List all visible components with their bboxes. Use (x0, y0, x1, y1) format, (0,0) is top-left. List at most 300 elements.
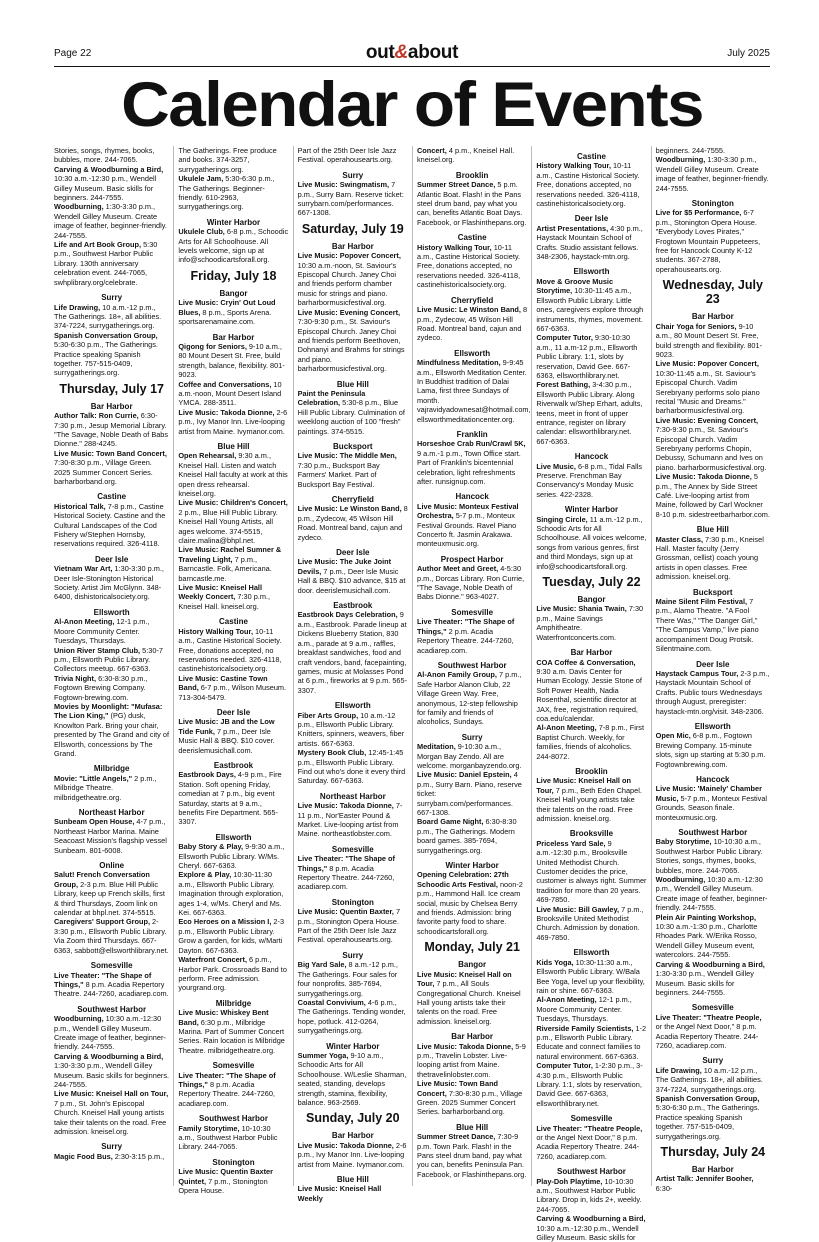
event-title: Big Yard Sale, (297, 960, 347, 970)
event-title: Caregivers' Support Group, (54, 917, 151, 927)
town-heading: Bar Harbor (570, 648, 613, 658)
town-heading: Surry (342, 950, 364, 960)
town-heading: Surry (342, 170, 364, 180)
event-listing: Coastal Convivium, 4-6 p.m., The Gatherings. Tending wonder, hope, potluck. 412-0264, surrygatherings.org. (297, 997, 406, 1036)
event-listing: Movies by Moonlight: "Mufasa: The Lion King," (PG) dusk, Knowlton Park. Bring your chair, presented by The Grand and city of Ellsworth, concessions by The Grand. (54, 701, 169, 758)
event-listing: Mystery Book Club, 12:45-1:45 p.m., Ellsworth Public Library. Find out who's done it every third Saturday. 667-6363. (297, 748, 406, 786)
event-listing: Eastbrook Days Celebration, 9 a.m., Eastbrook. Parade lineup at Dickens Blueberry Station, 830 a.m., parade at 9 a.m., raffles, breakfast sandwiches, food and craft vendors, band, facepainting, games, music at Molasses Pond at 6 p.m., fireworks at 9 p.m. 565-3307. (297, 610, 408, 695)
event-title: Family Storytime, (178, 1123, 240, 1133)
event-listing: Trivia Night, 6:30-8:30 p.m., Fogtown Brewing Company. Fogtown-brewing.com. (54, 673, 148, 702)
town-heading: Stonington (212, 1157, 255, 1167)
day-heading: Tuesday, July 22 (542, 575, 641, 590)
town-heading: Northeast Harbor (319, 791, 386, 801)
event-title: Al-Anon Family Group, (416, 670, 497, 680)
event-listing: Carving & Woodburning a Bird, 1:30-3:30 p.m., Wendell Gilley Museum. Basic skills for beginners. 244-7555. (655, 959, 765, 997)
event-title: Live Music: Kneisel Hall Weekly (297, 1184, 382, 1203)
event-title: History Walking Tour, (416, 242, 492, 252)
event-listing: Life and Art Book Group, 5:30 p.m., Southwest Harbor Public Library. 130th anniversary celebration event. 244-7065, swhplibrary.org/celebrate. (54, 240, 158, 287)
event-title: Opening Celebration: 27th Schoodic Arts Festival, (416, 870, 509, 889)
event-listing: Live Music: Takoda Dionne, 5-9 p.m., Travelin Lobster. Live-looping artist from Maine. thetravelinlobster.com. (416, 1041, 526, 1079)
event-listing: Al-Anon Meeting, 12-1 p.m., Moore Community Center. Tuesdays, Thursdays. (54, 617, 150, 646)
town-heading: Surry (101, 293, 123, 303)
event-title: Baby Story & Play, (178, 842, 244, 852)
town-heading: Bucksport (693, 587, 733, 597)
day-heading: Saturday, July 19 (301, 221, 404, 236)
event-listing: Live Music: Castine Town Band, 6-7 p.m., Wilson Museum. 713-304-5479. (178, 673, 287, 702)
event-listing: Ukulele Club, 6-8 p.m., Schoodic Arts for All Schoolhouse. All levels welcome, sign up at info@schoodicartsforall.org. (178, 227, 289, 265)
event-title: Live Music: Monteux Festival Orchestra, (416, 501, 519, 521)
event-title: Summer Street Dance, (416, 1132, 496, 1142)
event-title: Spanish Conversation Group, (655, 1093, 760, 1103)
event-listing: Plein Air Painting Workshop, 10:30 a.m.-1:30 p.m., Charlotte Rhoades Park. W/Erika Rosso, Wendell Gilley Museum event, watercolors. 244-7555. (655, 912, 758, 960)
event-title: Live Theater: "The Shape of Things," (416, 617, 515, 636)
town-heading: Southwest Harbor (557, 1167, 626, 1177)
event-listing: Artist Presentations, 4:30 p.m., Haystack Mountain School of Crafts. Studio assistant fellows. 348-2306, haystack-mtn.org. (536, 223, 643, 262)
event-listing: Artist Talk: Jennifer Booher, 6:30- (655, 1174, 754, 1193)
event-listing: Woodburning, 10:30 a.m.-12:30 p.m., Wendell Gilley Museum. Create image of feather, beginner-friendly. 244-7555. (54, 1014, 166, 1052)
event-listing: Opening Celebration: 27th Schoodic Arts Festival, noon-2 p.m., Hammond Hall. Ice cream social, music by Chelsea Berry and friends. Admission: bring favorite party food to share. schoodicartsforall.org. (416, 870, 523, 936)
event-title: Woodburning, (54, 202, 104, 212)
event-title: Live Music: Kneisel Hall on Tour, (416, 969, 512, 989)
event-title: Open Mic, (655, 731, 691, 741)
town-heading: Bucksport (333, 441, 373, 451)
event-listing: Woodburning, 1:30-3:30 p.m., Wendell Gilley Museum. Create image of feather, beginner-friendly. 244-7555. (54, 202, 167, 240)
event-listing: Live Music: Bill Gawley, 7 p.m., Brooksville United Methodist Church. Admission by donation. 469-7850. (536, 904, 644, 942)
event-listing: Live Music: Rachel Sumner & Traveling Light, 7 p.m., Barncastle. Folk, Americana. barncastle.me. (178, 545, 282, 583)
event-title: Carving & Woodburning a Bird, (655, 959, 765, 969)
event-title: Open Rehearsal, (178, 451, 237, 461)
event-title: Life Drawing, (655, 1065, 702, 1075)
masthead-left: out (365, 42, 395, 63)
event-title: Movie: "Little Angels," (54, 773, 133, 783)
event-title: Vietnam War Art, (54, 564, 113, 574)
event-title: Live for $5 Performance, (655, 208, 742, 218)
event-title: Singing Circle, (536, 514, 588, 524)
event-title: Life Drawing, (54, 302, 101, 312)
event-listing: Priceless Yard Sale, 9 a.m.-12:30 p.m., Brooksville United Methodist Church. Customer decides the price, customer is always right. Summer tradition for more than 20 years. 469-7850. (536, 838, 647, 905)
event-title: Haystack Campus Tour, (655, 668, 739, 678)
town-heading: Southwest Harbor (199, 1114, 268, 1124)
event-listing: Live Music: Kneisel Hall on Tour, 7 p.m., Beth Eden Chapel. Kneisel Hall young artists take their talents on the road. Free admission. kneisel.org. (536, 776, 642, 823)
event-listing: Live Music: Le Winston Band, 8 p.m., Zydecow, 45 Wilson Hill Road. Montreal band, cajun and zydeco. (416, 305, 528, 343)
event-title: History Walking Tour, (536, 161, 611, 171)
event-title: Move & Groove Music Storytime, (536, 276, 614, 296)
event-title: Master Class, (655, 534, 703, 544)
event-listing: Explore & Play, 10:30-11:30 a.m., Ellsworth Public Library. Imagination through exploration, ages 1-4, w/Ms. Cheryl and Ms. Kei. 667-6363. (178, 870, 284, 918)
event-title: Computer Tutor, (536, 333, 593, 343)
event-title: Qigong for Seniors, (178, 341, 247, 351)
event-listing: Live Music: 'Mainely' Chamber Music, 5-7 p.m., Monteux Festival Grounds. Season finale. monteuxmusic.org. (655, 784, 768, 822)
event-listing: Live Music: Children's Concert, 2 p.m., Blue Hill Public Library. Kneisel Hall Young Artists, all ages welcome. 374-5515, claire.malina@bhpl.net. (178, 498, 288, 546)
page-number: Page 22 (54, 48, 92, 59)
event-listing: Mindfulness Meditation, 9-9:45 a.m., Ellsworth Meditation Center. In Buddhist tradition of Dalai Lama, first three Sundays of month. vajravidyadownesat@hotmail.com, ellsworthmeditationcenter.org. (416, 358, 531, 424)
event-listing: Spanish Conversation Group, 5:30-6:30 p.m., The Gatherings. Practice speaking Spanish together. 757-515-0409, surrygatherings.org. (54, 330, 158, 378)
town-heading: Somesville (90, 961, 133, 971)
event-listing: Vietnam War Art, 1:30-3:30 p.m., Deer Isle-Stonington Historical Society. Artist Jim McGlynn. 348-6400, dishistoricalsociety.org. (54, 564, 164, 602)
event-listing: Live Music: Town Band Concert, 7:30-8:30 p.m., Village Green. 2025 Summer Concert Series. barharborband.org. (416, 1079, 523, 1117)
event-title: Live Music: Popover Concert, (655, 359, 759, 369)
event-listing: Spanish Conversation Group, 5:30-6:30 p.m., The Gatherings. Practice speaking Spanish together. 757-515-0409, surrygatherings.org. (655, 1093, 760, 1141)
event-title: Fiber Arts Group, (297, 710, 359, 720)
town-heading: Ellsworth (93, 607, 130, 617)
event-listing: Carving & Woodburning a Bird, 10:30 a.m.-12:30 p.m., Wendell Gilley Museum. Basic skills for beginners. 244-7555. (54, 164, 164, 203)
event-title: Live Music: Takoda Dionne, (416, 1041, 514, 1051)
event-listing: Live Music: Whiskey Bent Band, 6:30 p.m., Milbridge Marina. Part of Summer Concert Series. Rain location is Milbridge Theatre. milbridgetheatre.org. (178, 1008, 285, 1055)
event-title: Al-Anon Meeting, (536, 723, 597, 733)
event-listing: Live Music: The Middle Men, 7:30 p.m., Bucksport Bay Farmers' Market. Part of Bucksport Bay Festival. (297, 451, 397, 489)
event-listing: Live Music: Kneisel Hall Weekly Concert, 7:30 p.m., Kneisel Hall. kneisel.org. (178, 583, 271, 611)
calendar-column (412, 146, 531, 1186)
event-title: Paint the Peninsula Celebration, (297, 388, 366, 408)
town-heading: Ellsworth (573, 267, 610, 277)
event-listing: Live Music: Popover Concert, 10:30 a.m.-noon, St. Saviour's Episcopal Church. Janey Choi and friends perform chamber music for strings and piano. barharbormusicfestival.org. (297, 251, 401, 308)
town-heading: Cherryfield (331, 495, 374, 504)
town-heading: Ellsworth (334, 701, 371, 711)
event-listing: Eastbrook Days, 4-9 p.m., Fire Station. Soft opening Friday, comedian at 7 p.m., big event Saturday, starts at 9 a.m., benefits Fire Department. 565-3307. (178, 770, 282, 827)
town-heading: Milbridge (93, 764, 130, 774)
event-title: Live Music: Bill Gawley, (536, 904, 620, 914)
town-heading: Somesville (691, 1003, 734, 1013)
day-heading: Thursday, July 17 (59, 381, 164, 396)
event-listing: Paint the Peninsula Celebration, 5:30-8 p.m., Blue Hill Public Library. Culmination of weeklong auction of 100 "fresh" paintings. 374-5515. (297, 388, 405, 436)
event-listing: Master Class, 7:30 p.m., Kneisel Hall. Master faculty (Jerry Grossman, cellist) coach young artists in open classes. Free admission. kneisel.org. (655, 534, 764, 582)
town-heading: Bar Harbor (691, 312, 734, 322)
event-title: Live Music: Takoda Dionne, (655, 472, 752, 482)
event-listing: Live Music: Town Band Concert, 7:30-8:30 p.m., Village Green. 2025 Summer Concert Series. barharborband.org. (54, 448, 167, 486)
event-listing: Al-Anon Meeting, 7-8 p.m., First Baptist Church. Weekly, for families, friends of alcoholics. 244-8072. (536, 723, 645, 761)
event-listing: Live Music: Popover Concert, 10:30-11:45 a.m., St. Saviour's Episcopal Church. Vadim Serebryany performs solo piano recital "Music and Dreams." barharbormusicfestival.org. (655, 359, 760, 416)
event-title: Author Talk: Ron Currie, (54, 411, 139, 421)
calendar-column (54, 146, 173, 1186)
event-listing: Woodburning, 1:30-3:30 p.m., Wendell Gilley Museum. Create image of feather, beginner-friendly. 244-7555. (655, 155, 769, 193)
event-listing: Open Mic, 6-8 p.m., Fogtown Brewing Company. 15-minute slots, sign up starting at 5:30 p.m. Fogtownbrewing.com. (655, 731, 766, 769)
town-heading: Cherryfield (451, 295, 494, 305)
event-title: Carving & Woodburning a Bird, (536, 1214, 646, 1224)
event-listing: Computer Tutor, 9:30-10:30 a.m., 11 a.m-12 p.m., Ellsworth Public Library. 1:1, slots by reservation, David Gee. 667-6363, ellsworthlibrary.net. (536, 333, 638, 380)
event-listing: Concert, 4 p.m., Kneisel Hall. kneisel.org. (416, 146, 515, 165)
event-title: Live Music: The Middle Men, (297, 451, 397, 461)
issue-date: July 2025 (727, 48, 770, 59)
event-title: Live Music: Quentin Baxter, (297, 907, 394, 917)
event-title: History Walking Tour, (178, 626, 253, 636)
event-listing: Union River Stamp Club, 5:30-7 p.m., Ellsworth Public Library. Collectors meetup. 667-6363. (54, 645, 163, 674)
event-title: Coastal Convivium, (297, 997, 366, 1007)
town-heading: Bangor (577, 595, 606, 605)
event-title: Live Music: JB and the Low Tide Funk, (178, 717, 275, 736)
event-listing: Live Theater: "The Shape of Things," 8 p.m. Acadia Repertory Theatre. 244-7260, acadiarep.com. (178, 1070, 276, 1108)
masthead (54, 42, 770, 64)
event-title: Live Music, (536, 461, 576, 471)
town-heading: Somesville (451, 607, 494, 617)
event-listing: Author Talk: Ron Currie, 6:30-7:30 p.m., Jesup Memorial Library. "The Savage, Noble Death of Babs Dionne." 288-4245. (54, 411, 169, 449)
event-listing: Live for $5 Performance, 6-7 p.m., Stonington Opera House. "Everybody Loves Pirates," Frogtown Mountain Puppeteers, free for Hancock County K-12 students. 367-2788, operahousearts.org. (655, 208, 761, 274)
event-title: Live Music: Rachel Sumner & Traveling Light, (178, 545, 282, 564)
town-heading: Winter Harbor (445, 861, 499, 871)
event-title: Live Music: Le Winston Band, (416, 305, 521, 315)
event-listing: Live Music: Takoda Dionne, 7-11 p.m., Nor'Easter Pound & Market. Live-looping artist from Maine. northeastlobster.com. (297, 801, 403, 839)
event-title: Live Music: Quentin Baxter Quintet, (178, 1167, 274, 1186)
event-title: Kids Yoga, (536, 957, 574, 967)
event-listing: Magic Food Bus, 2:30-3:15 p.m., (54, 1151, 165, 1161)
event-title: Mystery Book Club, (297, 748, 367, 758)
town-heading: Somesville (212, 1061, 255, 1071)
event-listing: Life Drawing, 10 a.m.-12 p.m., The Gatherings. 18+, all abilities. 374-7224, surrygatherings.org. (655, 1065, 763, 1094)
event-title: Life and Art Book Group, (54, 240, 142, 250)
event-listing: Life Drawing, 10 a.m.-12 p.m., The Gatherings. 18+, all abilities. 374-7224, surrygatherings.org. (54, 302, 162, 331)
calendar-columns (54, 146, 770, 1242)
event-title: Trivia Night, (54, 673, 97, 683)
page-title: Calendar of Events (121, 70, 703, 140)
calendar-column (531, 146, 650, 1242)
event-title: Author Meet and Greet, (416, 564, 499, 574)
town-heading: Winter Harbor (326, 1041, 380, 1051)
event-title: Live Music: 'Mainely' Chamber Music, (655, 784, 762, 803)
event-listing: Live Music, 6-8 p.m., Tidal Falls Preserve. Frenchman Bay Conservancy's Monday Music series. 422-2328. (536, 461, 643, 499)
town-heading: Surry (461, 732, 483, 742)
town-heading: Blue Hill (456, 1122, 489, 1132)
town-heading: Winter Harbor (206, 217, 261, 227)
town-heading: Hancock (455, 492, 489, 502)
town-heading: Bar Harbor (212, 332, 255, 342)
event-title: Horseshoe Crab Run/Crawl 5K, (416, 439, 526, 449)
event-listing: Salut! French Conversation Group, 2-3 p.m. Blue Hill Public Library, keep up French skills, first & third Thursdays, Zoom link on calendar at bhpl.net. 374-5515. (54, 870, 165, 918)
town-heading: Somesville (570, 1114, 613, 1124)
event-listing: Live Music: Daniel Epstein, 4 p.m., Surry Barn. Piano, reserve ticket: surrybarn.com/performances. 667-1308. (416, 770, 522, 817)
event-listing: Summer Yoga, 9-10 a.m., Schoodic Arts for All Schoolhouse. W/Leslie Sharman, seated, standing, develops strength, stamina, flexibility, balance. 963-2569. (297, 1050, 407, 1107)
town-heading: Southwest Harbor (678, 828, 748, 837)
event-listing: Live Music: Quentin Baxter Quintet, 7 p.m., Stonington Opera House. (178, 1167, 274, 1196)
event-listing: Kids Yoga, 10:30-11:30 a.m., Ellsworth Public Library. W/Bala Bee Yoga, level up your flexibility, rain or shine. 667-6363. (536, 957, 645, 995)
day-heading: Monday, July 21 (424, 940, 520, 955)
town-heading: Stonington (691, 199, 734, 209)
event-listing: Haystack Campus Tour, 2-3 p.m., Haystack Mountain School of Crafts. Public tours Wednesdays through August, preregister: haystack-mtn.org/visit. 348-2306. (655, 668, 770, 716)
event-listing: Live Music: Le Winston Band, 8 p.m., Zydecow, 45 Wilson Hill Road. Montreal band, cajun and zydeco. (297, 504, 408, 542)
event-title: Summer Yoga, (297, 1050, 349, 1060)
event-title: Chair Yoga for Seniors, (655, 321, 737, 331)
event-title: Live Theater: "The Shape of Things," (297, 854, 395, 873)
town-heading: Blue Hill (336, 1175, 369, 1184)
event-title: Concert, (416, 146, 447, 155)
event-title: Live Music: Kneisel Hall Weekly Concert, (178, 583, 262, 602)
event-title: Explore & Play, (178, 870, 232, 880)
event-title: COA Coffee & Conversation, (536, 657, 636, 667)
town-heading: Eastbrook (333, 601, 373, 611)
event-listing: Ukulele Jam, 5:30-6:30 p.m., The Gatherings. Beginner-friendly. 610-2963, surrygatherings.org. (178, 174, 275, 212)
event-title: Live Music: Swingmatism, (297, 180, 390, 190)
event-listing: COA Coffee & Conversation, 9:30 a.m. Davis Center for Human Ecology. Jessie Stone of Soft Power Health, Nadia Rosenthal, scientific director at JAX, free, registration required, coa.edu/calendar. (536, 657, 642, 723)
event-listing: beginners. 244-7555. (655, 146, 726, 155)
event-title: Priceless Yard Sale, (536, 838, 606, 848)
event-listing: Live Theater: "The Shape of Things," 8 p.m. Acadia Repertory Theatre. 244-7260, acadiarep.com. (297, 854, 395, 892)
event-title: Woodburning, (655, 155, 706, 165)
event-title: Live Music: Takoda Dionne, (297, 801, 394, 811)
town-heading: Prospect Harbor (440, 554, 504, 564)
town-heading: Milbridge (215, 998, 252, 1008)
event-listing: Al-Anon Family Group, 7 p.m., Safe Harbor Alanon Club, 22 Village Green Way. Free, anonymous, 12-step fellowship for family and friends of alcoholics, Sundays. (416, 670, 522, 727)
event-listing: Riverside Family Scientists, 1-2 p.m., Ellsworth Public Library. Educate and connect families to natural environment. 667-6363. (536, 1023, 647, 1061)
event-title: Live Music: The Juke Joint Devils, (297, 557, 392, 576)
event-listing: Waterfront Concert, 6 p.m., Harbor Park. Crossroads Band to perform. Free admission. yourgrand.org. (178, 955, 287, 993)
town-heading: Ellsworth (215, 832, 252, 842)
town-heading: Deer Isle (216, 707, 251, 717)
event-title: Live Music: Evening Concert, (655, 415, 759, 425)
event-title: Live Music: Whiskey Bent Band, (178, 1008, 269, 1027)
event-listing: Big Yard Sale, 8 a.m.-12 p.m., The Gatherings. Four sales for four nonprofits. 385-7694, surrygatherings.org. (297, 960, 398, 998)
event-title: Maine Silent Film Festival, (655, 597, 748, 607)
event-listing: Movie: "Little Angels," 2 p.m., Milbridge Theatre. milbridgetheatre.org. (54, 773, 157, 802)
event-listing: Live Theater: "The Shape of Things," 8 p.m. Acadia Repertory Theatre. 244-7260, acadiarep.com. (54, 970, 169, 999)
calendar-column (293, 146, 412, 1203)
event-listing: Live Music: Shania Twain, 7:30 p.m., Maine Savings Amphitheatre. Waterfrontconcerts.com. (536, 604, 644, 642)
event-listing: History Walking Tour, 10-11 a.m., Castine Historical Society. Free, donations accepted, no reservations needed. 326-4118, castinehistoricalsociety.org. (178, 626, 282, 674)
event-title: Sunbeam Open House, (54, 817, 135, 827)
event-title: Carving & Woodburning a Bird, (54, 164, 164, 174)
event-title: Ukulele Jam, (178, 174, 224, 184)
event-title: Play-Doh Playtime, (536, 1176, 603, 1186)
event-title: Live Music: Popover Concert, (297, 251, 401, 261)
event-listing: Qigong for Seniors, 9-10 a.m., 80 Mount Desert St. Free, build strength, balance, flexibility. 801-9023. (178, 341, 285, 380)
calendar-column (173, 146, 292, 1196)
event-listing: Eco Heroes on a Mission I, 2-3 p.m., Ellsworth Public Library. Grow a garden, for kids, w/Marti Dayton. 667-6363. (178, 917, 285, 955)
event-listing: Summer Street Dance, 7:30-9 p.m. Town Park. Flash! in the Pans steel drum band, pay what you can, benefits Peninsula Pan. Facebook, or Flashinthepans.org. (416, 1132, 527, 1179)
day-heading: Wednesday, July 23 (662, 278, 763, 307)
event-listing: Live Music: Kneisel Hall on Tour, 7 p.m., St. John's Episcopal Church. Kneisel Hall young artists take their talents on the road. Free admission. kneisel.org. (54, 1089, 169, 1136)
event-title: Live Music: Town Band Concert, (54, 448, 167, 458)
event-title: Live Music: Daniel Epstein, (416, 770, 512, 780)
event-title: Al-Anon Meeting, (54, 617, 115, 627)
event-title: Al-Anon Meeting, (536, 995, 597, 1005)
event-listing: Meditation, 9-10:30 a.m., Morgan Bay Zendo. All are welcome. morganbayzendo.org. (416, 742, 522, 770)
event-title: Live Music: Takoda Dionne, (178, 407, 275, 417)
event-title: Eastbrook Days Celebration, (297, 610, 398, 620)
event-title: Meditation, (416, 742, 456, 752)
event-title: Board Game Night, (416, 817, 484, 827)
event-listing: Live Music: JB and the Low Tide Funk, 7 p.m., Deer Isle Music Hall & BBQ. $10 cover. deerislemusichall.com. (178, 717, 275, 755)
event-listing: Live Theater: "Theatre People, or the Angel Next Door," 8 p.m. Acadia Repertory Theatre. 244-7260, acadiarep.com. (536, 1123, 643, 1161)
event-title: Live Music: Shania Twain, (536, 604, 627, 614)
event-listing: Board Game Night, 6:30-8:30 p.m., The Gatherings. Modern board games. 385-7694, surrygatherings.org. (416, 817, 517, 855)
page-header (54, 42, 770, 64)
town-heading: Brooksville (569, 829, 614, 839)
town-heading: Deer Isle (336, 548, 370, 558)
event-title: Computer Tutor, (536, 1061, 593, 1071)
town-heading: Southwest Harbor (437, 660, 507, 670)
event-listing: Live Theater: "The Shape of Things," 2 p.m. Acadia Repertory Theatre. 244-7260, acadiarep.com. (416, 617, 515, 655)
event-title: Live Music: Takoda Dionne, (297, 1140, 394, 1150)
event-listing: Al-Anon Meeting, 12-1 p.m., Moore Community Center. Tuesdays, Thursdays. (536, 995, 632, 1024)
event-title: Artist Talk: Jennifer Booher, (655, 1174, 754, 1184)
town-heading: Hancock (696, 774, 730, 784)
town-heading: Ellsworth (573, 948, 610, 958)
event-listing: Singing Circle, 11 a.m.-12 p.m., Schoodic Arts for All Schoolhouse. All voices welcome, songs from various genres, first and third Mondays, sign up at info@schoodicartsforall.org. (536, 514, 647, 571)
town-heading: Bangor (219, 288, 248, 298)
event-listing: Woodburning, 10:30 a.m.-12:30 p.m., Wendell Gilley Museum. Create image of feather, beginner-friendly. 244-7555. (655, 875, 768, 913)
town-heading: Bar Harbor (331, 1131, 374, 1141)
event-title: Live Music: Children's Concert, (178, 498, 288, 508)
town-heading: Surry (702, 1056, 724, 1066)
day-heading: Friday, July 18 (190, 268, 277, 283)
event-title: Mindfulness Meditation, (416, 358, 501, 368)
event-listing: Live Music: Takoda Dionne, 2-6 p.m., Ivy Manor Inn. Live-looping artist from Maine. Ivymanor.com. (178, 407, 288, 436)
event-listing: Carving & Woodburning a Bird, 1:30-3:30 p.m., Wendell Gilley Museum. Basic skills for beginners. 244-7555. (54, 1051, 170, 1089)
event-listing: Sunbeam Open House, 4-7 p.m., Northeast Harbor Marina. Maine Seacoast Mission's flagship vessel Sunbeam. 801-6008. (54, 817, 167, 855)
event-title: Eastbrook Days, (178, 770, 236, 780)
day-heading: Sunday, July 20 (306, 1111, 400, 1126)
event-title: Artist Presentations, (536, 223, 609, 233)
event-title: Union River Stamp Club, (54, 645, 141, 655)
event-title: Live Theater: "The Shape of Things," (54, 970, 152, 989)
event-title: Carving & Woodburning a Bird, (54, 1051, 164, 1061)
masthead-right: about (407, 42, 459, 63)
event-listing: History Walking Tour, 10-11 a.m., Castine Historical Society. Free, donations accepted, no reservations needed. 326-4118, castinehistoricalsociety.org. (536, 161, 640, 209)
town-heading: Franklin (456, 429, 488, 439)
event-listing: Forest Bathing, 3-4:30 p.m., Ellsworth Public Library. Along Riverwalk w/Shep Erhart, adults, teens, meet in front of upper entrance, register on library calendar: ellsworthlibrary.net. 667-6363. (536, 380, 643, 446)
event-title: Baby Storytime, (655, 837, 712, 847)
event-listing: Caregivers' Support Group, 2-3:30 p.m., Ellsworth Public Library. Via Zoom third Thursdays. 667-6363, sabbott@ellsworthlibrary.net. (54, 917, 169, 955)
masthead-ampersand: & (394, 42, 408, 63)
event-listing: Live Music: Evening Concert, 7:30-9:30 p.m., St. Saviour's Episcopal Church. Vadim Serebryany performs Chopin, Debussy, Schumann and Ives on piano. barharbormusicfestival.org. (655, 415, 767, 472)
event-listing: Chair Yoga for Seniors, 9-10 a.m., 80 Mount Desert St. Free, build strength and flexibility. 801-9023. (655, 321, 763, 359)
event-listing: Computer Tutor, 1-2:30 p.m., 3-4:30 p.m., Ellsworth Public Library. 1:1, slots by reservation, David Gee. 667-6363, ellsworthlibrary.net. (536, 1061, 643, 1108)
event-title: Spanish Conversation Group, (54, 330, 158, 340)
event-listing: Live Music: Monteux Festival Orchestra, 5-7 p.m., Monteux Festival Grounds. Ravel Piano Concerto ft. Jasmin Arakawa. monteuxmusic.org. (416, 501, 519, 549)
event-title: Woodburning, (54, 1014, 104, 1024)
event-title: Live Theater: "Theatre People, (536, 1123, 643, 1133)
event-title: Live Music: Cryin' Out Loud Blues, (178, 298, 276, 317)
event-listing: Live Music: Kneisel Hall on Tour, 7 p.m., All Souls Congregational Church. Kneisel Hall young artists take their talents on the road. Free admission. kneisel.org. (416, 969, 521, 1026)
town-heading: Deer Isle (696, 659, 730, 669)
event-listing: Stories, songs, rhymes, books, bubbles, more. 244-7065. (54, 146, 155, 165)
event-listing: Live Music: Quentin Baxter, 7 p.m., Stonington Opera House. Part of the 25th Deer Isle Jazz Festival. operahousearts.org. (297, 907, 401, 945)
event-listing: Part of the 25th Deer Isle Jazz Festival. operahousearts.org. (297, 146, 397, 165)
event-listing: Maine Silent Film Festival, 7 p.m., Alamo Theatre. "A Fool There Was," "The Danger Girl," "The Campus Vamp," live piano accompaniment Doug Protsik. Silentmaine.com. (655, 597, 759, 654)
town-heading: Surry (101, 1142, 123, 1152)
town-heading: Online (99, 861, 125, 871)
event-listing: Live Music: The Juke Joint Devils, 7 p.m., Deer Isle Music Hall & BBQ. $10 advance, $15 at door. deerislemusichall.com. (297, 557, 406, 595)
town-heading: Eastbrook (213, 760, 254, 770)
event-listing: Summer Street Dance, 5 p.m. Atlantic Boat. Flash! in the Pans steel drum band, pay what you can, benefits Atlantic Boat Days. Facebook, or Flashinthepans.org. (416, 180, 527, 227)
town-heading: Brooklin (575, 766, 608, 776)
town-heading: Castine (219, 617, 248, 627)
town-heading: Hancock (574, 452, 609, 462)
event-title: Coffee and Conversations, (178, 379, 272, 389)
event-listing: History Walking Tour, 10-11 a.m., Castine Historical Society. Free, donations accepted, no reservations needed. 326-4118, castinehistoricalsociety.org. (416, 242, 521, 290)
town-heading: Northeast Harbor (78, 808, 145, 817)
town-heading: Brooklin (455, 170, 489, 180)
town-heading: Castine (577, 152, 606, 161)
town-heading: Bar Harbor (331, 241, 374, 251)
event-title: Riverside Family Scientists, (536, 1023, 634, 1033)
event-listing: Baby Storytime, 10-10:30 a.m., Southwest Harbor Public Library. Stories, songs, rhymes, books, bubbles, more. 244-7065. (655, 837, 763, 875)
town-heading: Winter Harbor (564, 505, 619, 515)
header-rule (54, 66, 770, 67)
event-listing: Live Music: Swingmatism, 7 p.m., Surry Barn. Reserve ticket: surrybarn.com/performances. 667-1308. (297, 180, 404, 218)
event-listing: Family Storytime, 10-10:30 a.m., Southwest Harbor Public Library. 244-7065. (178, 1123, 278, 1152)
calendar-column (651, 146, 770, 1193)
town-heading: Stonington (331, 897, 374, 907)
town-heading: Blue Hill (696, 525, 729, 535)
event-title: Woodburning, (655, 875, 706, 885)
event-title: Live Music: Evening Concert, (297, 307, 401, 317)
event-title: Eco Heroes on a Mission I, (178, 917, 272, 927)
event-listing: Live Theater: "Theatre People, or the Angel Next Door," 8 p.m. Acadia Repertory Theatre. 244-7260, acadiarep.com. (655, 1012, 762, 1050)
event-title: Live Theater: "The Shape of Things," (178, 1070, 276, 1089)
event-listing: Horseshoe Crab Run/Crawl 5K, 9 a.m.-1 p.m., Town Office start. Part of Franklin's bicentennial celebration, light refreshments after. runsignup.com. (416, 439, 526, 486)
event-listing: Live Music: Takoda Dionne, 2-6 p.m., Ivy Manor Inn. Live-looping artist from Maine. Ivymanor.com. (297, 1140, 407, 1169)
event-title: Live Music: Town Band Concert, (416, 1079, 499, 1098)
event-title: Live Music: Castine Town Band, (178, 673, 268, 693)
town-heading: Deer Isle (574, 214, 609, 224)
